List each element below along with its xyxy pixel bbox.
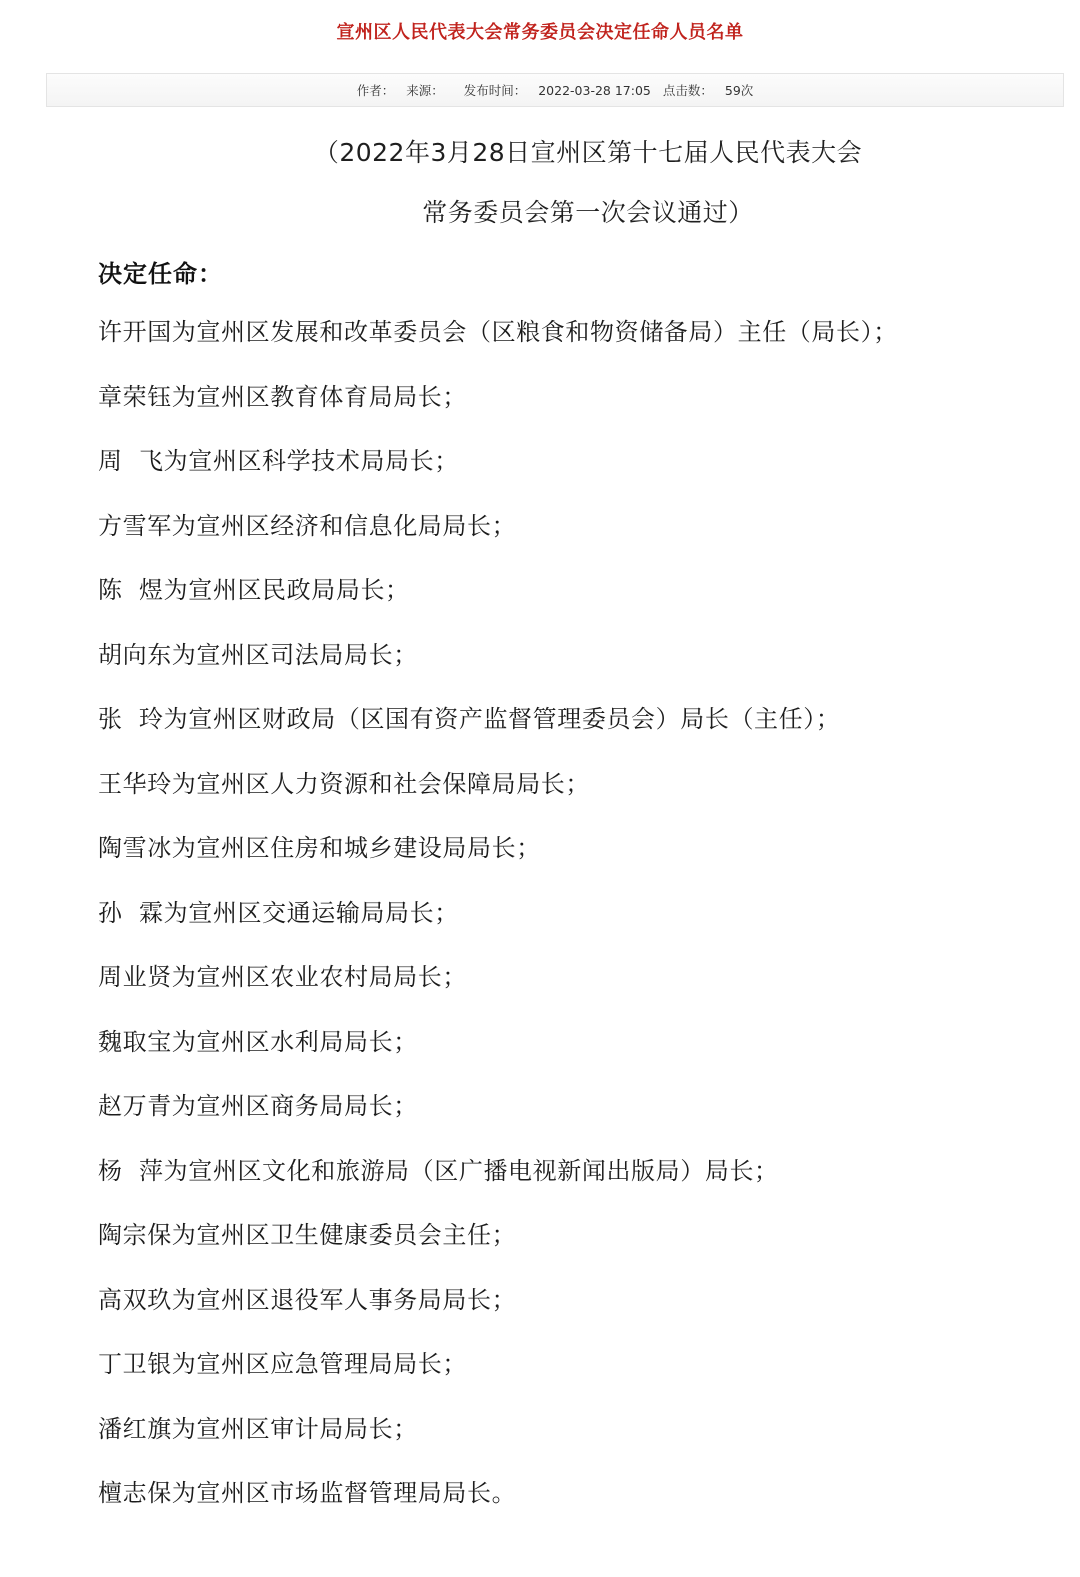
author-label: 作者： [356, 83, 395, 98]
appointment-item: 赵万青为宣州区商务局局长； [98, 1092, 418, 1120]
publish-time-value: 2022-03-28 17:05 [538, 82, 651, 98]
appointment-item: 孙 霖为宣州区交通运输局局长； [98, 898, 459, 927]
appointment-item: 胡向东为宣州区司法局局长； [98, 640, 418, 669]
section-heading: 决定任命： [98, 260, 223, 288]
article-meta-bar [46, 73, 1064, 107]
subtitle-line-1: （2022年3月28日宣州区第十七届人民代表大会 [313, 138, 863, 167]
appointment-item: 潘红旗为宣州区审计局局长； [98, 1414, 418, 1443]
appointment-item: 丁卫银为宣州区应急管理局局长； [98, 1350, 467, 1378]
appointment-item: 陶雪冰为宣州区住房和城乡建设局局长； [98, 834, 541, 862]
publish-time-label: 发布时间： [463, 83, 527, 98]
appointment-item: 周业贤为宣州区农业农村局局长； [98, 963, 467, 991]
appointment-item: 王华玲为宣州区人力资源和社会保障局局长； [98, 769, 590, 798]
appointment-item: 陶宗保为宣州区卫生健康委员会主任； [98, 1221, 517, 1249]
appointment-list [98, 312, 1058, 1538]
subtitle-line-2: 常务委员会第一次会议通过） [422, 198, 754, 227]
article-title: 宣州区人民代表大会常务委员会决定任命人员名单 [336, 22, 744, 43]
click-count-value: 59次 [724, 83, 754, 98]
appointment-item: 张 玲为宣州区财政局（区国有资产监督管理委员会）局长（主任）； [98, 705, 841, 733]
appointment-item: 魏取宝为宣州区水利局局长； [98, 1027, 418, 1056]
source-label: 来源： [406, 83, 444, 98]
appointment-item: 许开国为宣州区发展和改革委员会（区粮食和物资储备局）主任（局长）； [98, 318, 898, 346]
appointment-item: 章荣钰为宣州区教育体育局局长； [98, 382, 467, 411]
appointment-item: 高双玖为宣州区退役军人事务局局长； [98, 1285, 517, 1314]
appointment-item: 周 飞为宣州区科学技术局局长； [98, 447, 459, 475]
appointment-item: 陈 煜为宣州区民政局局长； [98, 576, 410, 604]
click-count-label: 点击数： [662, 83, 713, 98]
appointment-item: 杨 萍为宣州区文化和旅游局（区广播电视新闻出版局）局长； [98, 1156, 779, 1185]
appointment-item: 檀志保为宣州区市场监督管理局局长。 [98, 1479, 517, 1507]
appointment-item: 方雪军为宣州区经济和信息化局局长； [98, 511, 517, 540]
